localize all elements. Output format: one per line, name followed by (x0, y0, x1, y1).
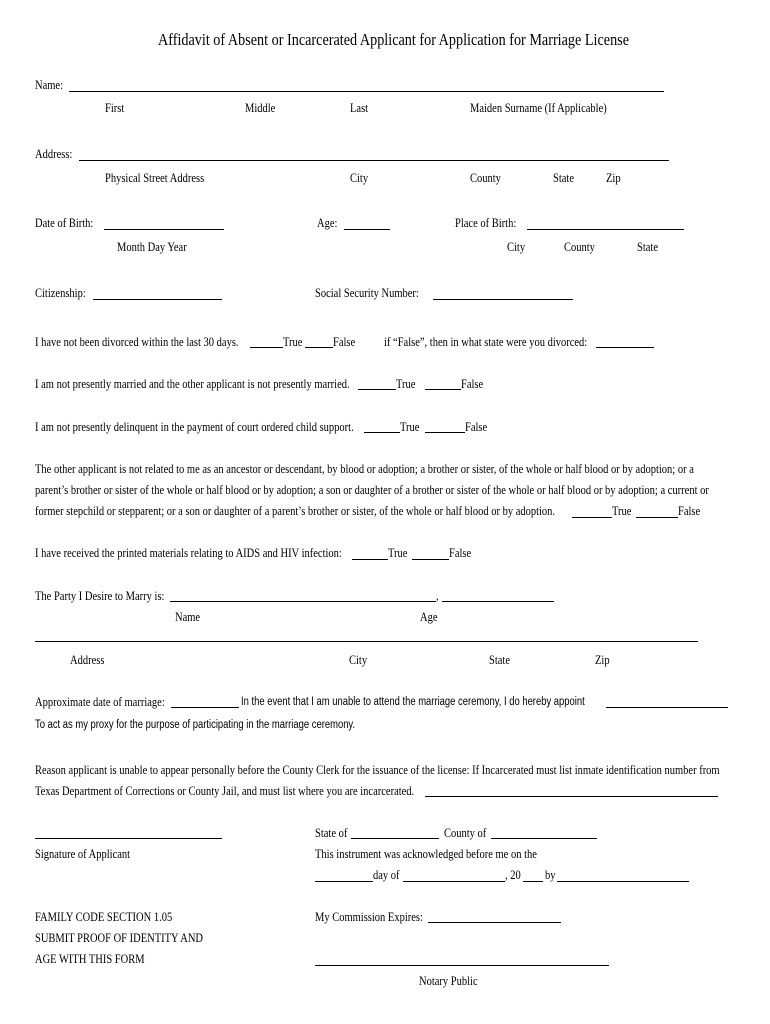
caption-state: State (553, 171, 574, 185)
citizenship-field[interactable] (93, 299, 222, 300)
party-label: The Party I Desire to Marry is: (35, 589, 165, 603)
divorced-state-field[interactable] (596, 347, 654, 348)
caption-county: County (470, 171, 501, 185)
name-field[interactable] (69, 91, 664, 92)
form-title: Affidavit of Absent or Incarcerated Applicant for Application for Marriage License (158, 30, 629, 49)
age-field[interactable] (344, 229, 390, 230)
notary-state-field[interactable] (351, 838, 439, 839)
statement-married: I am not presently married and the other applicant is not presently married. (35, 377, 350, 391)
party-name-field[interactable] (170, 601, 436, 602)
support-false-blank[interactable] (425, 432, 465, 433)
notary-state-of: State of (315, 826, 348, 840)
party-comma: , (436, 589, 439, 603)
statement-related-line1: The other applicant is not related to me as an ancestor or descendant, by blood or adoption; a brother or sister, of the whole or half blood or by adoption; or a (35, 462, 694, 476)
caption-city: City (350, 171, 369, 185)
place-of-birth-label: Place of Birth: (455, 216, 517, 230)
caption-party-state: State (489, 653, 510, 667)
divorced-true-label: True (283, 335, 303, 349)
statement-related-line2: parent’s brother or sister of the whole or half blood or by adoption; a son or daughter of a brother or sister of the whole or half blood or by adoption; a current or (35, 483, 709, 497)
aids-true-label: True (388, 546, 408, 560)
caption-party-age: Age (420, 610, 438, 624)
reason-line2: Texas Department of Corrections or County Jail, and must list where you are incarcerated. (35, 784, 415, 798)
related-false-label: False (678, 504, 701, 518)
aids-false-label: False (449, 546, 472, 560)
ssn-field[interactable] (433, 299, 573, 300)
reason-field[interactable] (425, 796, 718, 797)
age-label: Age: (317, 216, 338, 230)
divorced-true-blank[interactable] (250, 347, 283, 348)
caption-middle: Middle (245, 101, 276, 115)
ssn-label: Social Security Number: (315, 286, 419, 300)
notary-by-field[interactable] (557, 881, 689, 882)
notary-by: by (545, 868, 556, 882)
divorced-false-blank[interactable] (305, 347, 333, 348)
caption-pob-county: County (564, 240, 595, 254)
notary-ack-text: This instrument was acknowledged before me on the (315, 847, 537, 861)
notary-month-field[interactable] (403, 881, 505, 882)
caption-party-name: Name (175, 610, 201, 624)
caption-pob-state: State (637, 240, 658, 254)
name-label: Name: (35, 78, 63, 92)
married-false-label: False (461, 377, 484, 391)
support-true-blank[interactable] (364, 432, 400, 433)
dob-label: Date of Birth: (35, 216, 94, 230)
support-true-label: True (400, 420, 420, 434)
notary-year-prefix: , 20 (505, 868, 521, 882)
married-true-blank[interactable] (358, 389, 396, 390)
caption-party-city: City (349, 653, 368, 667)
notary-county-field[interactable] (491, 838, 597, 839)
notary-day-of: day of (373, 868, 400, 882)
caption-street: Physical Street Address (105, 171, 205, 185)
family-code-line2: SUBMIT PROOF OF IDENTITY AND (35, 931, 204, 945)
reason-line1: Reason applicant is unable to appear personally before the County Clerk for the issuance of the license: If Incarcerated must list inmate identification number from (35, 763, 720, 777)
place-of-birth-field[interactable] (527, 229, 684, 230)
statement-child-support: I am not presently delinquent in the payment of court ordered child support. (35, 420, 354, 434)
commission-expires-label: My Commission Expires: (315, 910, 423, 924)
notary-county-of: County of (444, 826, 487, 840)
married-true-label: True (396, 377, 416, 391)
notary-year-field[interactable] (523, 881, 543, 882)
divorced-false-label: False (333, 335, 356, 349)
address-label: Address: (35, 147, 73, 161)
notary-signature-line[interactable] (315, 965, 609, 966)
citizenship-label: Citizenship: (35, 286, 86, 300)
aids-false-blank[interactable] (412, 559, 449, 560)
caption-zip: Zip (606, 171, 621, 185)
support-false-label: False (465, 420, 488, 434)
married-false-blank[interactable] (425, 389, 461, 390)
statement-aids: I have received the printed materials relating to AIDS and HIV infection: (35, 546, 342, 560)
approx-date-label: Approximate date of marriage: (35, 695, 165, 709)
address-field[interactable] (79, 160, 669, 161)
approx-date-field[interactable] (171, 707, 239, 708)
family-code-line1: FAMILY CODE SECTION 1.05 (35, 910, 173, 924)
caption-month-day-year: Month Day Year (117, 240, 187, 254)
signature-line[interactable] (35, 838, 222, 839)
related-true-blank[interactable] (572, 517, 612, 518)
statement-divorced: I have not been divorced within the last 30 days. (35, 335, 239, 349)
party-age-field[interactable] (442, 601, 554, 602)
signature-caption: Signature of Applicant (35, 847, 131, 861)
caption-party-address: Address (70, 653, 105, 667)
commission-expires-field[interactable] (428, 922, 561, 923)
caption-party-zip: Zip (595, 653, 610, 667)
party-address-field[interactable] (35, 641, 698, 642)
dob-field[interactable] (104, 229, 224, 230)
proxy-purpose-text: To act as my proxy for the purpose of participating in the marriage ceremony. (35, 719, 356, 731)
related-true-label: True (612, 504, 632, 518)
caption-pob-city: City (507, 240, 526, 254)
statement-related-line3: former stepchild or stepparent; or a son or daughter of a parent’s brother or sister, of the whole or half blood or by adoption. (35, 504, 556, 518)
notary-day-field[interactable] (315, 881, 373, 882)
divorced-state-question: if “False”, then in what state were you divorced: (384, 335, 588, 349)
related-false-blank[interactable] (636, 517, 678, 518)
caption-maiden-surname: Maiden Surname (If Applicable) (470, 101, 607, 115)
family-code-line3: AGE WITH THIS FORM (35, 952, 145, 966)
aids-true-blank[interactable] (352, 559, 388, 560)
caption-last: Last (350, 101, 369, 115)
proxy-name-field[interactable] (606, 707, 728, 708)
proxy-appoint-text: In the event that I am unable to attend the marriage ceremony, I do hereby appoint (241, 696, 585, 708)
notary-public-caption: Notary Public (419, 974, 478, 988)
caption-first: First (105, 101, 125, 115)
